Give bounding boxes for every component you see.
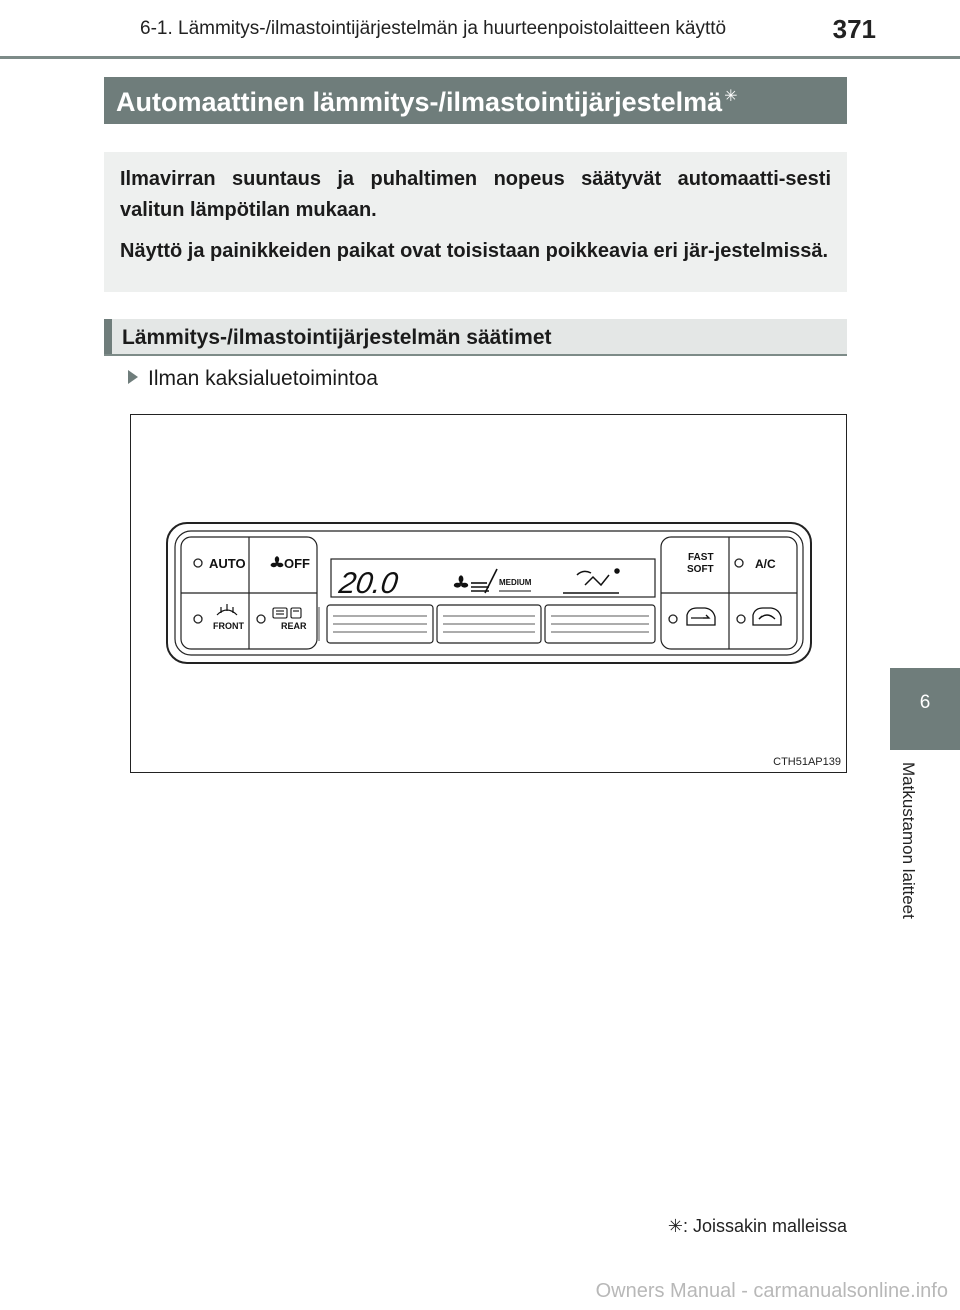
header-rule — [0, 56, 960, 59]
intro-box — [104, 152, 847, 292]
figure-code: CTH51AP139 — [773, 756, 841, 768]
fast-label: FAST — [688, 552, 714, 563]
chapter-tab — [890, 668, 960, 750]
bullet-item — [128, 367, 378, 391]
rear-label: REAR — [281, 621, 307, 631]
auto-label: AUTO — [209, 556, 246, 571]
chapter-number: 6 — [919, 692, 931, 713]
bullet-text: Ilman kaksialuetoimintoa — [148, 367, 378, 390]
chapter-label-text: Matkustamon laitteet — [899, 762, 918, 919]
intro-paragraph-1: Ilmavirran suuntaus ja puhaltimen nopeus säätyvät automaatti-sesti valitun lämpötilan mukaan. — [120, 168, 831, 221]
triangle-bullet-icon — [128, 370, 138, 384]
subsection-bar — [104, 319, 847, 356]
footnote: ✳: Joissakin malleissa — [667, 1216, 847, 1236]
subsection-accent — [104, 319, 112, 354]
chapter-side-label — [898, 762, 922, 952]
watermark: Owners Manual - carmanualsonline.info — [595, 1280, 948, 1302]
subsection-title: Lämmitys-/ilmastointijärjestelmän säätimet — [122, 326, 552, 349]
page-number: 371 — [832, 14, 876, 44]
intro-paragraph-2: Näyttö ja painikkeiden paikat ovat toisistaan poikkeavia eri jär-jestelmissä. — [120, 240, 829, 262]
climate-panel-figure — [130, 414, 847, 773]
front-label: FRONT — [213, 621, 244, 631]
off-label: OFF — [284, 556, 310, 571]
temperature-readout: 20.0 — [337, 567, 400, 600]
section-title-bar — [104, 77, 847, 124]
running-head: 6-1. Lämmitys-/ilmastointijärjestelmän ja huurteenpoistolaitteen käyttö — [140, 18, 727, 39]
climate-panel-illustration — [131, 415, 848, 774]
section-title — [116, 86, 738, 118]
soft-label: SOFT — [687, 564, 714, 575]
section-title-text: Automaattinen lämmitys-/ilmastointijärjestelmä — [116, 87, 723, 117]
ac-label: A/C — [755, 557, 776, 571]
fast-soft-button[interactable] — [687, 552, 714, 575]
title-asterisk-mark: ✳ — [724, 88, 738, 105]
fan-mode-label: MEDIUM — [499, 578, 532, 587]
